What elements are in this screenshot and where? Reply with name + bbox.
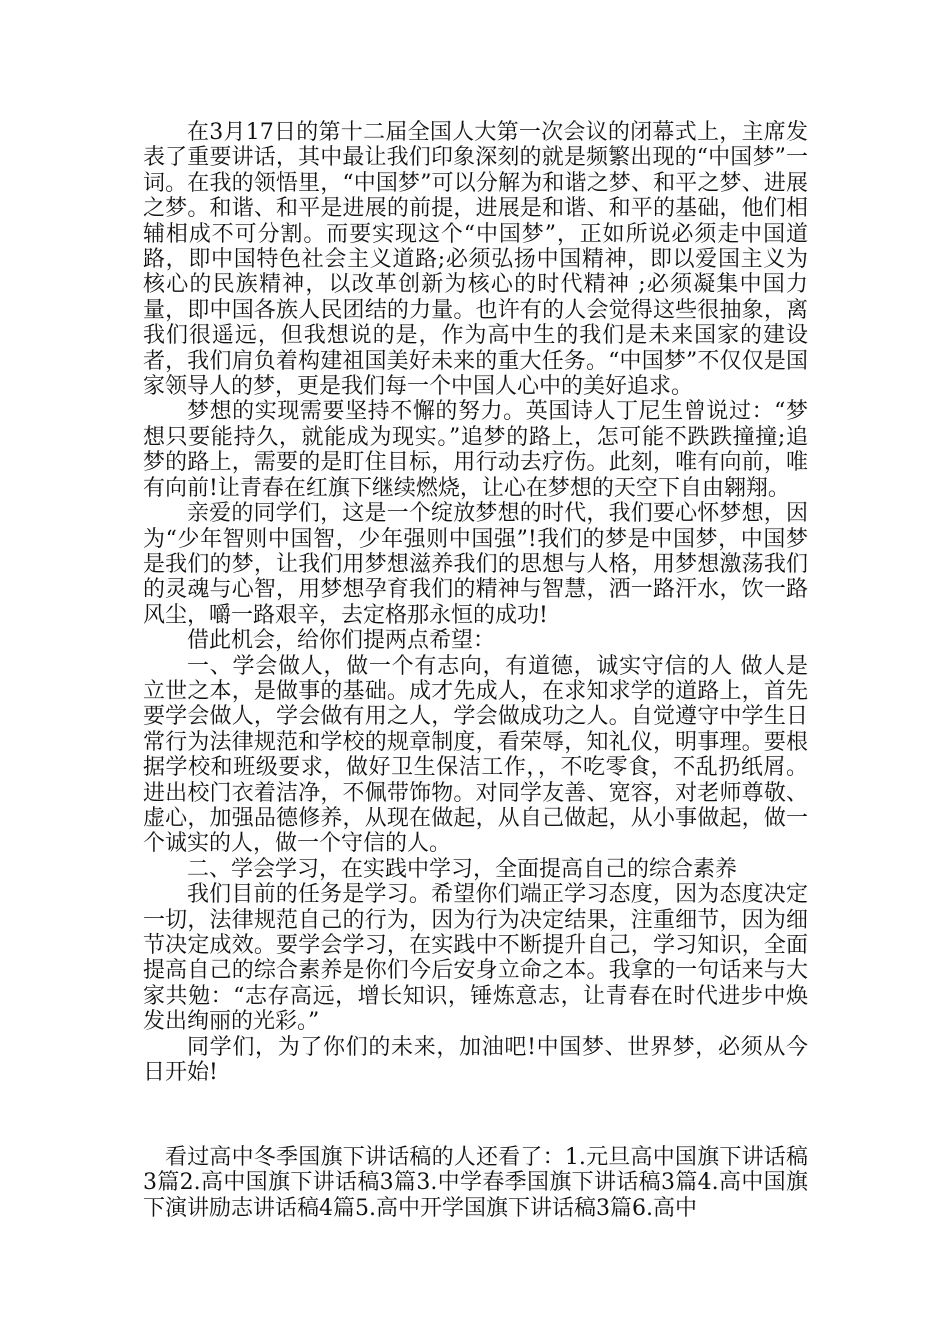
paragraph-dear-students: 亲爱的同学们，这是一个绽放梦想的时代，我们要心怀梦想，因为“少年智则中国智，少年强则中国强”!我们的梦是中国梦，中国梦是我们的梦，让我们用梦想滋养我们的思想与人格，用梦想激荡我们的灵魂与心智，用梦想孕育我们的精神与智慧，洒一路汗水，饮一路风尘，嚼一路艰辛，去定格那永恒的成功! — [143, 501, 808, 628]
paragraph-chinese-dream: 在3月17日的第十二届全国人大第一次会议的闭幕式上，主席发表了重要讲话，其中最让我们印象深刻的就是频繁出现的“中国梦”一词。在我的领悟里，“中国梦”可以分解为和谐之梦、和平之梦、进展之梦。和谐、和平是进展的前提，进展是和谐、和平的基础，他们相辅相成不可分割。而要实现这个“中国梦”，正如所说必须走中国道路，即中国特色社会主义道路;必须弘扬中国精神，即以爱国主义为核心的民族精神，以改革创新为核心的时代精神 ;必须凝集中国力量，即中国各族人民团结的力量。也许有的人会觉得这些很抽象，离我们很遥远，但我想说的是，作为高中生的我们是未来国家的建设者，我们肩负着构建祖国美好未来的重大任务。“中国梦”不仅仅是国家领导人的梦，更是我们每一个中国人心中的美好追求。 — [143, 120, 808, 400]
paragraph-persistence: 梦想的实现需要坚持不懈的努力。英国诗人丁尼生曾说过：“梦想只要能持久，就能成为现实。”追梦的路上，怎可能不跌跌撞撞;追梦的路上，需要的是盯住目标，用行动去疗伤。此刻，唯有向前，唯有向前!让青春在红旗下继续燃烧，让心在梦想的天空下自由翱翔。 — [143, 399, 808, 501]
paragraph-two-hopes: 借此机会，给你们提两点希望： — [187, 628, 496, 654]
related-articles-text: 看过高中冬季国旗下讲话稿的人还看了：1.元旦高中国旗下讲话稿3篇2.高中国旗下讲话稿3篇3.中学春季国旗下讲话稿3篇4.高中国旗下演讲励志讲话稿4篇5.高中开学国旗下讲话稿3篇6.高中 — [143, 1145, 808, 1221]
paragraph-closing: 同学们，为了你们的未来，加油吧!中国梦、世界梦，必须从今日开始! — [143, 1034, 808, 1086]
related-articles — [143, 1145, 808, 1221]
paragraph-learn-to-be-person: 一、学会做人，做一个有志向，有道德，诚实守信的人 做人是立世之本，是做事的基础。成才先成人，在求知求学的道路上，首先要学会做人，学会做有用之人，学会做成功之人。自觉遵守中学生日常行为法律规范和学校的规章制度，看荣辱，知礼仪，明事理。要根据学校和班级要求，做好卫生保洁工作，，不吃零食，不乱扔纸屑。进出校门衣着洁净，不佩带饰物。对同学友善、宽容，对老师尊敬、虚心，加强品德修养，从现在做起，从自己做起，从小事做起，做一个诚实的人，做一个守信的人。 — [143, 653, 808, 857]
paragraph-study-task: 我们目前的任务是学习。希望你们端正学习态度，因为态度决定一切，法律规范自己的行为，因为行为决定结果，注重细节，因为细节决定成效。要学会学习，在实践中不断提升自己，学习知识，全面提高自己的综合素养是你们今后安身立命之本。我拿的一句话来与大家共勉：“志存高远，增长知识，锤炼意志，让青春在时代进步中焕发出绚丽的光彩。” — [143, 882, 808, 1035]
speech-body — [143, 120, 808, 1085]
paragraph-learn-to-study-heading: 二、学会学习，在实践中学习，全面提高自己的综合素养 — [187, 856, 738, 882]
